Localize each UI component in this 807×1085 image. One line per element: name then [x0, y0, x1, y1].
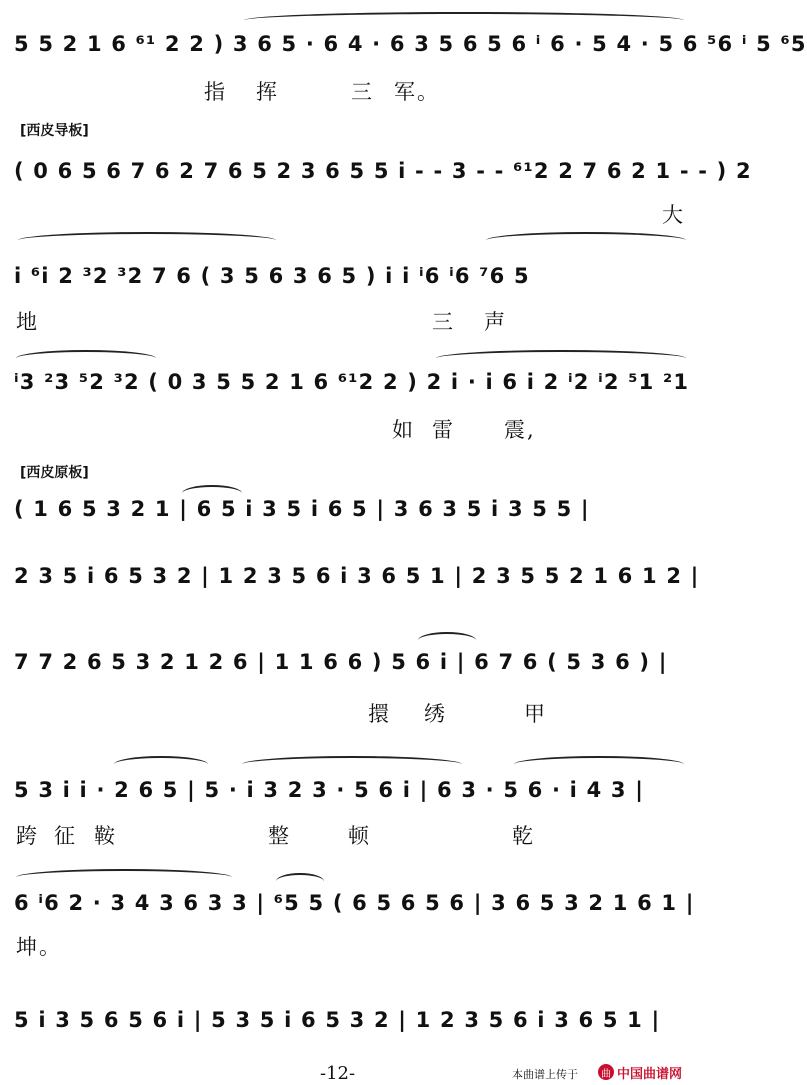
notation-line-1: 5 5 2 1 6 ⁶¹ 2 2 ) 3 6 5 · 6 4 · 6 3 5 6 5 6 ⁱ 6 · 5 4 · 5 6 ⁵6 ⁱ 5 ⁶5	[14, 32, 807, 56]
staff-line-7	[14, 628, 690, 726]
slur-mark	[276, 873, 324, 883]
lyric-4-1: 如	[392, 418, 415, 442]
lyric-3-3: 声	[484, 310, 507, 334]
staff-line-1	[14, 10, 807, 105]
page-number: -12-	[320, 1063, 356, 1084]
slur-mark	[244, 12, 684, 22]
lyric-8-1: 跨	[16, 824, 39, 848]
staff-line-3	[14, 228, 690, 338]
lyric-7-1: 擐	[368, 702, 391, 726]
lyric-8-3: 鞍	[94, 824, 117, 848]
lyric-1-4: 军。	[394, 80, 440, 104]
lyric-8-4: 整	[268, 824, 291, 848]
lyric-1-3: 三	[351, 80, 374, 104]
section-label-daoban: [西皮导板]	[20, 123, 89, 139]
site-logo-text: 中国曲谱网	[617, 1066, 683, 1082]
lyric-3-1: 地	[16, 310, 39, 334]
staff-line-8	[14, 752, 690, 847]
slur-mark	[418, 632, 476, 642]
lyric-8-5: 顿	[348, 824, 371, 848]
lyric-1-2: 挥	[256, 80, 279, 104]
slur-mark	[436, 350, 686, 360]
staff-line-4	[14, 346, 690, 446]
lyric-7-2: 绣	[424, 702, 447, 726]
slur-mark	[242, 756, 462, 766]
notation-line-6: 2 3 5 i 6 5 3 2 | 1 2 3 5 6 i 3 6 5 1 | 2 3 5 5 2 1 6 1 2 |	[14, 564, 700, 588]
slur-mark	[182, 485, 242, 495]
notation-line-10: 5 i 3 5 6 5 6 i | 5 3 5 i 6 5 3 2 | 1 2 3 5 6 i 3 6 5 1 |	[14, 1008, 661, 1032]
staff-line-9	[14, 865, 695, 960]
lyric-8-6: 乾	[512, 824, 535, 848]
staff-line-10	[14, 998, 690, 1048]
notation-line-2: ( 0 6 5 6 7 6 2 7 6 5 2 3 6 5 5 i - - 3 - - ⁶¹2 2 7 6 2 1 - - ) 2	[14, 159, 752, 183]
lyric-7-3: 甲	[524, 702, 547, 726]
lyric-9-1: 坤。	[16, 935, 62, 959]
slur-mark	[114, 756, 208, 766]
notation-line-5: ( 1 6 5 3 2 1 | 6 5 i 3 5 i 6 5 | 3 6 3 5 i 3 5 5 |	[14, 497, 590, 521]
notation-line-4: ⁱ3 ²3 ⁵2 ³2 ( 0 3 5 5 2 1 6 ⁶¹2 2 ) 2 i · i 6 i 2 ⁱ2 ⁱ2 ⁵1 ²1	[14, 370, 690, 394]
slur-mark	[18, 232, 276, 242]
staff-line-6	[14, 552, 700, 602]
notation-line-8: 5 3 i i · 2 6 5 | 5 · i 3 2 3 · 5 6 i | 6 3 · 5 6 · i 4 3 |	[14, 778, 645, 802]
staff-line-2	[14, 145, 752, 227]
slur-mark	[16, 869, 232, 879]
notation-line-9: 6 ⁱ6 2 · 3 4 3 6 3 3 | ⁶5 5 ( 6 5 6 5 6 | 3 6 5 3 2 1 6 1 |	[14, 891, 695, 915]
lyric-8-2: 征	[54, 824, 77, 848]
slur-mark	[486, 232, 686, 242]
slur-mark	[514, 756, 684, 766]
slur-mark	[16, 350, 156, 360]
music-logo-icon: 曲	[598, 1064, 614, 1080]
lyric-4-2: 雷	[432, 418, 455, 442]
lyric-3-2: 三	[432, 310, 455, 334]
section-label-yuanban: [西皮原板]	[20, 465, 89, 481]
site-logo[interactable]	[598, 1062, 696, 1082]
lyric-4-3: 震,	[504, 418, 536, 442]
upload-credit: 本曲谱上传于	[512, 1068, 578, 1081]
lyric-2-1: 大	[662, 203, 685, 227]
notation-line-3: i ⁶i 2 ³2 ³2 7 6 ( 3 5 6 3 6 5 ) i i ⁱ6 ⁱ6 ⁷6 5	[14, 264, 530, 288]
staff-line-5	[14, 485, 690, 535]
notation-line-7: 7 7 2 6 5 3 2 1 2 6 | 1 1 6 6 ) 5 6 i | 6 7 6 ( 5 3 6 ) |	[14, 650, 668, 674]
lyric-1-1: 指	[204, 80, 227, 104]
